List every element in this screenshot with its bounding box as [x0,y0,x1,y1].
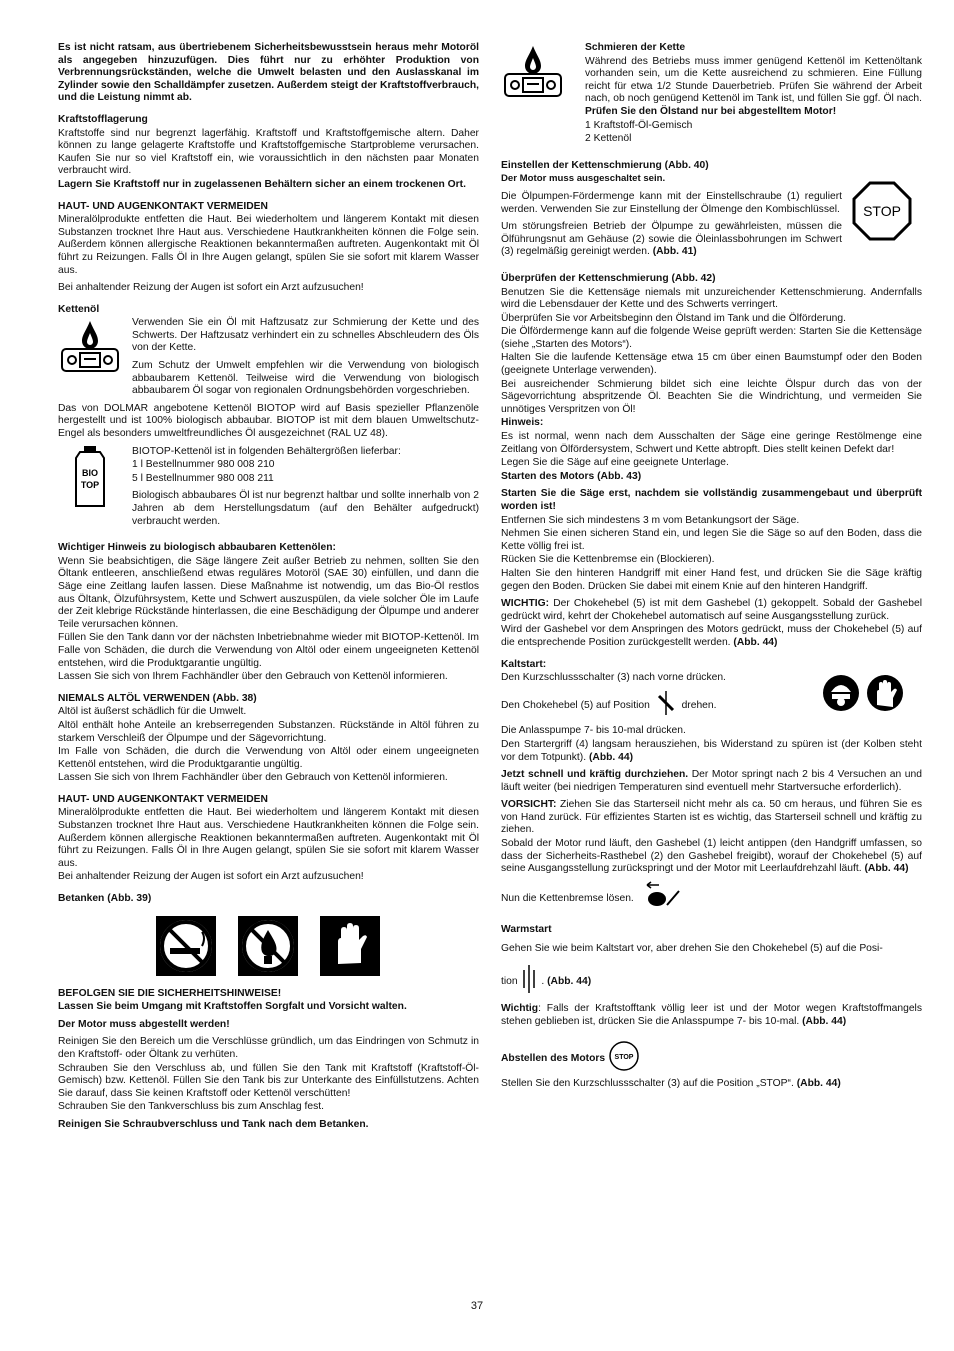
brake-text: Nun die Kettenbremse lösen. [501,892,634,904]
bio-p1: Wenn Sie beabsichtigen, die Säge längere Zeit außer Betrieb zu nehmen, sollten Sie den Öltank entleeren, anschließend etwas reguläres Motoröl (SAE 30) einfüllen, und dann die Säge eine Zeitlang laufen lassen. Diese Maßnahme ist notwendig, um das Bio-Öl restlos aus Öltank, Ölzuführsystem, Kette und Schwert auszuspülen, da viele solcher Öle im Laufe der Zeit klebrige Rückstände hinterlassen, die eine Beschädigung der Ölpumpe und anderer Teile verursachen können. [58,555,479,630]
start-p1: Entfernen Sie sich mindestens 3 m vom Betankungsort der Säge. [501,514,800,526]
check-title: Überprüfen der Kettenschmierung (Abb. 42) [501,272,716,284]
refuel-title: Betanken (Abb. 39) [58,893,152,905]
storage-bold: Lagern Sie Kraftstoff nur in zugelassenen Behältern sicher an einem trockenen Ort. [58,178,466,190]
lube-list-1: 1 Kraftstoff-Öl-Gemisch [585,119,693,131]
waste-title: NIEMALS ALTÖL VERWENDEN (Abb. 38) [58,692,257,704]
no-smoking-icon [156,916,216,976]
start-p4: Halten Sie den hinteren Handgriff mit einer Hand fest, und drücken Sie die Säge kräftig gegen den Boden. Drücken Sie dabei mit einem Knie auf den hinteren Handgriff. [501,567,922,592]
cold-block [501,672,922,725]
wichtig2-text: : Falls der Kraftstofftank völlig leer ist und der Motor wegen Kraftstoffmangels stehen geblieben ist, drücken Sie die Anlasspumpe 7- bis 10-mal. [501,1003,922,1027]
check-p3: Die Ölfördermenge kann auf die folgende Weise geprüft werden: Starten Sie die Kettensäge (siehe „Starten des Motors“). [501,326,922,350]
chainoil-p3: Das von DOLMAR angebotene Kettenöl BIOTOP wird auf Basis spezieller Pflanzenöle hergestellt und ist 100% biologisch abbaubar. BIOTOP ist mit dem blauen Umweltschutz-Engel als besonders umweltfreundliches Öl ausgezeichnet (RAL UZ 48). [58,402,479,440]
cold-title: Kaltstart: [501,658,547,670]
caution-p2: Sobald der Motor rund läuft, den Gashebel (1) leicht antippen (den Handgriff umfassen, so dass der Sicherheits-Rasthebel (2) den Gashebel freigibt), worauf der Chokehebel (5) auf seine Ausgangsstellung zurückspringt und der Motor mit Leerlaufdrehzahl läuft. [501,838,922,875]
chainoil-block [58,317,479,403]
adjust-p2: Um störungsfreien Betrieb der Ölpumpe zu gewährleisten, müssen die Ölführungsnut am Gehäuse (2) sowie die Öleinlassbohrungen im Schwert (3) regelmäßig gereinigt werden. [501,221,842,258]
check-p5: Bei ausreichender Schmierung bildet sich eine leichte Ölspur durch das von der Sägevorrichtung abspritzende Öl. Beachten Sie die Windrichtung, und vermeiden Sie unnötiges Verspritzen von Öl! [501,378,922,415]
check-p1: Benutzen Sie die Kettensäge niemals mit unzureichender Kettenschmierung. Andernfalls wird die Lebensdauer der Kette und des Schwerts verringert. [501,286,922,311]
chainoil-title: Kettenöl [58,303,100,315]
start-bold: Starten Sie die Säge erst, nachdem sie vollständig zusammengebaut und überprüft worden ist! [501,488,922,512]
off-title: Abstellen des Motors [501,1053,606,1065]
left-column [58,42,479,1137]
biotop-block [58,446,479,534]
adjust-p1: Die Ölpumpen-Fördermenge kann mit der Einstellschraube (1) reguliert werden. Verwenden Sie zur Einstellung der Ölmenge den Kombischlüssel. [501,190,842,215]
waste-p3: Im Falle von Schäden, die durch die Verwendung von Altöl oder einem ungeeigneten Kettenöl entstehen, wird die Produktgarantie ungültig. [58,746,479,770]
warm-p2a: tion [501,975,518,987]
safety-p2: Schrauben Sie den Verschluss ab, und füllen Sie den Tank mit Kraftstoff (Kraftstoff-Öl-Gemisch) bzw. Kettenöl. Füllen Sie den Tank bis zur Unterkante des Einfüllstutzens. Achten Sie darauf, dass Sie keinen Kraftstoff oder Kettenöl verschütten! [58,1062,479,1099]
start-title: Starten des Motors (Abb. 43) [501,470,642,482]
choke-closed-icon [653,690,679,721]
skin-text-1: Mineralölprodukte entfetten die Haut. Bei wiederholtem und längerem Kontakt mit diesen Substanzen trocknet Ihre Haut aus. Verschiedene Hautkrankheiten können die Folge sein. Außerdem können allergische Reaktionen bekanntermaßen auftreten. Augenkontakt mit Öl führt zu Reizungen. Falls Öl in Ihre Augen gelangt, spülen Sie sie sofort mit klarem Wasser aus. [58,214,479,276]
skin-title-2: HAUT- UND AUGENKONTAKT VERMEIDEN [58,793,268,805]
cold-p2a: Den Chokehebel (5) auf Position [501,699,650,711]
stop-switch-icon [608,1040,640,1077]
cold-bold: Jetzt schnell und kräftig durchziehen. [501,769,689,781]
lube-bold: Prüfen Sie den Ölstand nur bei abgestelltem Motor! [585,105,837,117]
lube-block [501,42,922,151]
wichtig-p2: Wird der Gashebel vor dem Anspringen des Motors gedrückt, muss der Chokehebel (5) auf die entsprechende Position zurückgestellt werden. [501,624,922,648]
biotop-bottle-icon [58,446,122,513]
caution-label: VORSICHT: [501,799,557,811]
adjust-ref: (Abb. 41) [652,246,697,258]
choke-open-icon [520,964,538,999]
start-p3: Rücken Sie die Kettenbremse ein (Blockieren). [501,554,715,566]
svg-text:STOP: STOP [863,203,901,220]
skin-text-2: Mineralölprodukte entfetten die Haut. Bei wiederholtem und längerem Kontakt mit diesen Substanzen trocknet Ihre Haut aus. Verschiedene Hautkrankheiten können die Folge sein. Außerdem können allergische Reaktionen bekanntermaßen auftreten. Augenkontakt mit Öl führt zu Reizungen. Falls Öl in Ihre Augen gelangt, spülen Sie sie sofort mit klarem Wasser aus. [58,807,479,869]
cold-p4: Den Startergriff (4) langsam herausziehen, bis Widerstand zu spüren ist (der Kolben steht vor dem Totpunkt). [501,738,922,763]
lube-list-2: 2 Kettenöl [585,133,632,145]
storage-text: Kraftstoffe sind nur begrenzt lagerfähig. Kraftstoff und Kraftstoffgemische altern. Daher können zu lange gelagerte Kraftstoffe und Kraftstoffgemische Startprobleme verursachen. Kaufen Sie nur so viel Kraftstoff ein, wie voraussichtlich in den nächsten paar Monaten verbraucht wird. [58,127,479,177]
skin-title-1: HAUT- UND AUGENKONTAKT VERMEIDEN [58,200,268,212]
waste-p2: Altöl enthält hohe Anteile an krebserregenden Substanzen. Rückstände in Altöl führen zu starkem Verschleiß der Ölpumpe und der Sägevorrichtung. [58,719,479,744]
wichtig2-ref: (Abb. 44) [802,1015,847,1027]
note-title: Hinweis: [501,417,544,429]
wichtig-label: WICHTIG: [501,598,550,610]
wichtig2-label: Wichtig [501,1003,539,1015]
warm-ref: (Abb. 44) [547,975,592,987]
warm-title: Warmstart [501,924,552,936]
safety-p3: Schrauben Sie den Tankverschluss bis zum Anschlag fest. [58,1101,324,1113]
no-open-flame-icon [238,916,298,976]
biotop-list-2: 5 l Bestellnummer 980 008 211 [132,472,274,484]
warm-p1: Gehen Sie wie beim Kaltstart vor, aber drehen Sie den Chokehebel (5) auf die Posi- [501,943,883,955]
wear-gloves-icon [320,916,380,976]
skin-text-1b: Bei anhaltender Reizung der Augen ist sofort ein Arzt aufzusuchen! [58,282,364,294]
start-p2: Nehmen Sie einen sicheren Stand ein, und legen Sie die Säge so auf den Boden, dass die Kette völlig frei ist. [501,528,922,552]
adjust-title: Einstellen der Kettenschmierung (Abb. 40) [501,159,709,171]
adjust-bold: Der Motor muss ausgeschaltet sein. [501,173,666,185]
check-p4: Halten Sie die laufende Kettensäge etwa 15 cm über einen Baumstumpf oder den Boden (geeignete Unterlage verwenden). [501,352,922,377]
biotop-p1: BIOTOP-Kettenöl ist in folgenden Behältergrößen lieferbar: [132,445,401,457]
refuel-pictograms [156,916,479,976]
off-ref: (Abb. 44) [796,1078,841,1089]
cold-p1: Den Kurzschlussschalter (3) nach vorne drücken. [501,672,726,684]
wichtig-text: Der Chokehebel (5) ist mit dem Gashebel (1) gekoppelt. Sobald der Gashebel gedrückt wird, kehrt der Chokehebel automatisch auf seine Ausgangsstellung zurück. [501,598,922,622]
safety-p1: Reinigen Sie den Bereich um die Verschlüsse gründlich, um das Eindringen von Schmutz in den Kraftstoff- oder Öltank zu verhüten. [58,1036,479,1060]
intro-warning: Es ist nicht ratsam, aus übertriebenem Sicherheitsbewusstsein heraus mehr Motoröl als angegeben hinzuzufügen. Dies führt nur zu erhöhter Produktion von Verbrennungsrückständen, welche die Umwelt belasten und den Auslasskanal im Zylinder sowie den Schalldämpfer zusetzen. Außerdem steigt der Kraftstoffverbrauch, und die Leistung nimmt ab. [58,42,479,104]
chainoil-p1: Verwenden Sie ein Öl mit Haftzusatz zur Schmierung der Kette und des Schwerts. Der Haftzusatz verhindert ein zu schnelles Abschleudern des Öls von der Kette. [132,317,479,354]
safety-title: BEFOLGEN SIE DIE SICHERHEITSHINWEISE! [58,987,282,999]
eye-ear-protection-icon [822,674,860,712]
svg-text:TOP: TOP [80,479,100,490]
oil-drop-chain-icon [58,317,122,386]
cold-p4-ref: (Abb. 44) [588,751,634,763]
safety-bold-1: Lassen Sie beim Umgang mit Kraftstoffen Sorgfalt und Vorsicht walten. [58,1001,407,1013]
chain-brake-release-icon [637,881,687,916]
svg-text:BIO: BIO [81,467,99,478]
chainoil-p2: Zum Schutz der Umwelt empfehlen wir die Verwendung von biologisch abbaubarem Kettenöl. Teilweise wird die Verwendung von biologisch abbaubarem Öl sogar von regionalen Ordnungsbehörden vorgeschrieben. [132,360,479,397]
bio-p3: Lassen Sie sich von Ihrem Fachhändler über den Gebrauch von Kettenöl informieren. [58,671,448,683]
storage-title: Kraftstofflagerung [58,113,148,125]
lube-title: Schmieren der Kette [585,42,686,53]
cold-p2b: drehen. [681,699,717,711]
safety-bold-3: Reinigen Sie Schraubverschluss und Tank nach dem Betanken. [58,1118,369,1130]
check-p2: Überprüfen Sie vor Arbeitsbeginn den Ölstand im Tank und die Ölförderung. [501,312,846,324]
chain-lubrication-icon [501,42,565,111]
off-text: Stellen Sie den Kurzschlussschalter (3) auf die Position „STOP“. [501,1078,794,1089]
protective-gloves-icon [866,674,904,712]
page-number: 37 [470,1300,484,1312]
bio-p2: Füllen Sie den Tank dann vor der nächsten Inbetriebnahme wieder mit BIOTOP-Kettenöl. Im Falle von Schäden, die durch die Verwendung von Altöl oder einem ungeeigneten Kettenöl entstehen, wird die Produktgarantie ungültig. [58,632,479,669]
note-p1: Es ist normal, wenn nach dem Ausschalten der Säge eine geringe Restölmenge eine Zeitlang von Ölfördersystem, Schwert und Kette abtropft. Dies stellt keinen Defekt dar! [501,431,922,455]
svg-text:STOP: STOP [614,1054,634,1062]
waste-p1: Altöl ist äußerst schädlich für die Umwelt. [58,706,247,718]
warm-p2b: . [541,975,545,987]
waste-p4: Lassen Sie sich von Ihrem Fachhändler über den Gebrauch von Kettenöl informieren. [58,772,448,784]
right-column [501,42,922,1096]
adjust-block [501,173,922,264]
biotop-p2: Biologisch abbaubares Öl ist nur begrenzt haltbar und sollte innerhalb von 2 Jahren ab dem Herstellungsdatum (auf den Behälter aufgedruckt) verbraucht werden. [132,490,479,527]
wichtig-ref: (Abb. 44) [733,636,778,648]
biotop-list-1: 1 l Bestellnummer 980 008 210 [132,459,275,471]
cold-p3: Die Anlasspumpe 7- bis 10-mal drücken. [501,725,686,737]
skin-text-2b: Bei anhaltender Reizung der Augen ist sofort ein Arzt aufzusuchen! [58,871,364,883]
bio-title: Wichtiger Hinweis zu biologisch abbaubaren Kettenölen: [58,542,336,554]
cold-bold-text: Der Motor springt nach 2 bis 4 Versuchen an und läuft weiter (bei niedrigen Temperaturen sind eventuell mehr Startversuche erforderlich). [501,769,922,793]
caution-text: Ziehen Sie das Starterseil nicht mehr als ca. 50 cm heraus, und führen Sie es von Hand zurück. Für effizientes Starten ist es wichtig, das Starterseil schnell und kräftig zu ziehen. [501,799,922,836]
caution-ref: (Abb. 44) [864,863,909,875]
stop-sign-icon [852,173,922,264]
note-p2: Legen Sie die Säge auf eine geeignete Unterlage. [501,457,729,469]
safety-bold-2: Der Motor muss abgestellt werden! [58,1018,230,1030]
lube-text: Während des Betriebs muss immer genügend Kettenöl im Kettenöltank vorhanden sein, um die Kette ausreichend zu schmieren. Eine Füllung reicht für etwa 1/2 Stunde Dauerbetrieb. Prüfen Sie während der Arbeit nach, ob noch genügend Kettenöl im Tank ist, und füllen Sie ggf. Öl nach. [585,55,922,105]
